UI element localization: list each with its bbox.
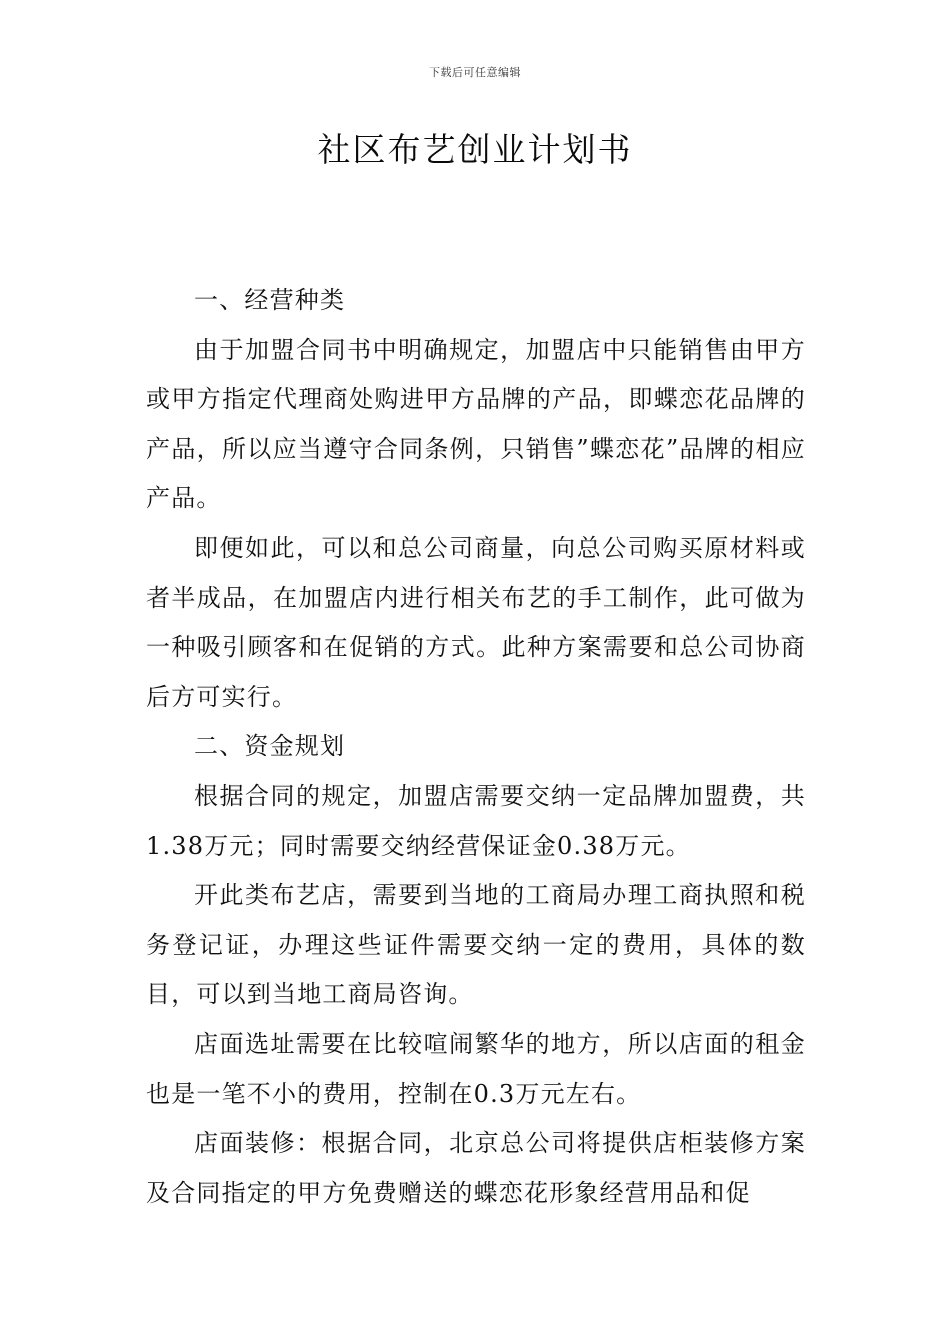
section-heading-funding-plan: 二、资金规划 (194, 732, 346, 761)
paragraph-contract-terms: 由于加盟合同书中明确规定，加盟店中只能销售由甲方或甲方指定代理商处购进甲方品牌的产品，即蝶恋花品牌的产品，所以应当遵守合同条例，只销售”蝶恋花”品牌的相应产品。 (146, 335, 806, 513)
document-title: 社区布艺创业计划书 (317, 130, 633, 169)
paragraph-store-rent: 店面选址需要在比较喧闹繁华的地方，所以店面的租金也是一笔不小的费用，控制在0.3万元左右。 (146, 1029, 806, 1108)
paragraph-business-license: 开此类布艺店，需要到当地的工商局办理工商执照和税务登记证，办理这些证件需要交纳一定的费用，具体的数目，可以到当地工商局咨询。 (146, 881, 806, 1009)
document-body (146, 276, 806, 1218)
paragraph-handmade-option: 即便如此，可以和总公司商量，向总公司购买原材料或者半成品，在加盟店内进行相关布艺的手工制作，此可做为一种吸引顾客和在促销的方式。此种方案需要和总公司协商后方可实行。 (146, 533, 806, 711)
header-note: 下载后可任意编辑 (429, 66, 521, 79)
section-heading-business-types: 一、经营种类 (194, 286, 346, 314)
paragraph-store-decoration: 店面装修：根据合同，北京总公司将提供店柜装修方案及合同指定的甲方免费赠送的蝶恋花形象经营用品和促 (146, 1129, 806, 1207)
paragraph-franchise-fee: 根据合同的规定，加盟店需要交纳一定品牌加盟费，共1.38万元；同时需要交纳经营保证金0.38万元。 (146, 781, 806, 860)
